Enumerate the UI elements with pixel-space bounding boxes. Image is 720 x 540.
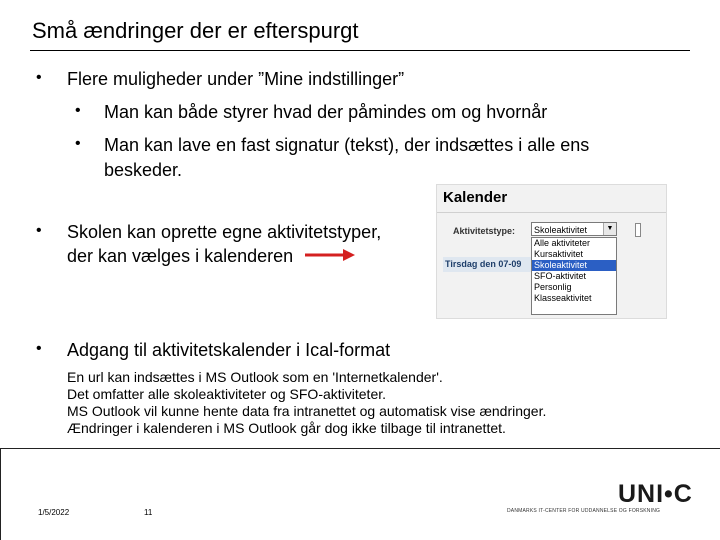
calendar-scroll-stub: [635, 223, 641, 237]
slide-title: Små ændringer der er efterspurgt: [32, 18, 359, 43]
logo-tagline: DANMARKS IT-CENTER FOR UDDANNELSE OG FORSKNING: [507, 508, 661, 514]
activity-option-selected[interactable]: Skoleaktivitet: [532, 260, 616, 271]
bullet-marker: •: [75, 102, 81, 119]
bullet-ical: Adgang til aktivitetskalender i Ical-format: [67, 340, 391, 360]
activity-type-options: [531, 237, 617, 315]
bullet-marker: •: [36, 69, 42, 86]
bullet-signature-line2: beskeder.: [104, 160, 183, 180]
bullet-signature-line1: Man kan lave en fast signatur (tekst), der indsættes i alle ens: [104, 135, 590, 155]
bullet-marker: •: [36, 340, 42, 357]
activity-option[interactable]: Alle aktiviteter: [534, 238, 591, 248]
footer-date: 1/5/2022: [38, 508, 70, 517]
ical-detail-line: Ændringer i kalenderen i MS Outlook går dog ikke tilbage til intranettet.: [67, 420, 506, 436]
bullet-activity-types-line2: der kan vælges i kalenderen: [67, 246, 294, 266]
activity-type-select[interactable]: [531, 222, 617, 236]
calendar-title: Kalender: [443, 189, 508, 206]
chevron-down-icon[interactable]: ▼: [603, 223, 616, 235]
activity-option[interactable]: SFO-aktivitet: [534, 271, 587, 281]
footer-divider: [0, 448, 720, 449]
activity-option[interactable]: Personlig: [534, 282, 572, 292]
calendar-screenshot: [436, 184, 667, 319]
activity-type-label: Aktivitetstype:: [453, 226, 516, 236]
ical-detail-line: En url kan indsættes i MS Outlook som en 'Internetkalender'.: [67, 369, 443, 385]
bullet-activity-types-line1: Skolen kan oprette egne aktivitetstyper,: [67, 222, 382, 242]
bullet-reminders: Man kan både styrer hvad der påmindes om og hvornår: [104, 102, 548, 122]
ical-detail-line: MS Outlook vil kunne hente data fra intranettet og automatisk vise ændringer.: [67, 403, 547, 419]
activity-option[interactable]: Klasseaktivitet: [534, 293, 592, 303]
right-arrow-icon: [305, 248, 355, 262]
page-number: 11: [144, 508, 153, 517]
footer-left-border: [0, 448, 1, 540]
unic-logo: UNI•C: [618, 480, 693, 508]
bullet-marker: •: [36, 222, 42, 239]
bullet-mine-indstillinger: Flere muligheder under ”Mine indstillinger”: [67, 69, 405, 89]
title-divider: [30, 50, 690, 51]
activity-type-selected: Skoleaktivitet: [534, 225, 588, 235]
calendar-divider: [437, 212, 666, 213]
bullet-marker: •: [75, 135, 81, 152]
calendar-date: Tirsdag den 07-09: [445, 259, 522, 269]
activity-option[interactable]: Kursaktivitet: [534, 249, 584, 259]
ical-detail-line: Det omfatter alle skoleaktiviteter og SFO-aktiviteter.: [67, 386, 387, 402]
